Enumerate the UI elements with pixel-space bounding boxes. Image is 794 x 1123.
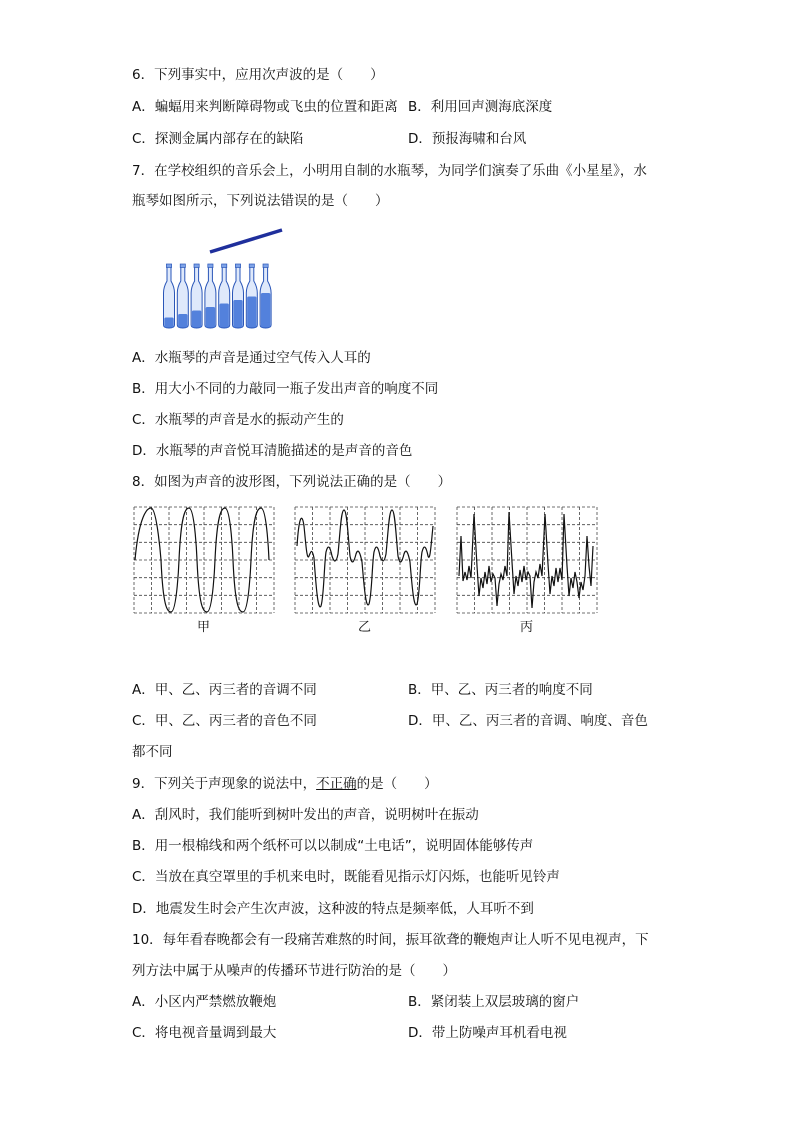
water-bottle — [191, 264, 202, 328]
q10-stem-line2: 列方法中属于从噪声的传播环节进行防治的是（ ） — [132, 963, 456, 979]
q9-stem-underlined: 不正确 — [316, 776, 357, 792]
water-bottle — [246, 264, 257, 328]
q6-option-a: A．蝙蝠用来判断障碍物或飞虫的位置和距离 — [132, 99, 398, 115]
water-bottle — [177, 264, 188, 328]
q7-option-a: A．水瓶琴的声音是通过空气传入人耳的 — [132, 350, 371, 366]
q9-stem-post: 的是（ ） — [356, 776, 438, 792]
q7-option-d: D．水瓶琴的声音悦耳清脆描述的是声音的音色 — [132, 443, 413, 459]
mallet-stick — [210, 230, 282, 252]
q10-option-a: A．小区内严禁燃放鞭炮 — [132, 994, 277, 1010]
q9-option-d: D．地震发生时会产生次声波，这种波的特点是频率低，人耳听不到 — [132, 901, 534, 917]
q8-option-b: B．甲、乙、丙三者的响度不同 — [408, 682, 593, 698]
water-bottle — [260, 264, 271, 328]
waveform-yi — [294, 506, 436, 614]
q8-option-a: A．甲、乙、丙三者的音调不同 — [132, 682, 317, 698]
q6-stem: 6．下列事实中，应用次声波的是（ ） — [132, 67, 384, 83]
q10-option-b: B．紧闭装上双层玻璃的窗户 — [408, 994, 580, 1010]
q8-option-d-continued: 都不同 — [132, 744, 173, 760]
q10-option-d: D．带上防噪声耳机看电视 — [408, 1025, 567, 1041]
water-bottle — [164, 264, 175, 328]
waveform-label-yi: 乙 — [358, 620, 372, 635]
q9-option-b: B．用一根棉线和两个纸杯可以以制成“土电话”，说明固体能够传声 — [132, 838, 534, 854]
q9-option-a: A．刮风时，我们能听到树叶发出的声音，说明树叶在振动 — [132, 807, 479, 823]
q9-option-c: C．当放在真空罩里的手机来电时，既能看见指示灯闪烁，也能听见铃声 — [132, 869, 560, 885]
q6-option-c: C．探测金属内部存在的缺陷 — [132, 131, 304, 147]
q7-stem-line2: 瓶琴如图所示，下列说法错误的是（ ） — [132, 193, 389, 209]
waveform-jia — [133, 506, 275, 614]
q7-option-c: C．水瓶琴的声音是水的振动产生的 — [132, 412, 344, 428]
q8-option-c: C．甲、乙、丙三者的音色不同 — [132, 713, 317, 729]
water-bottle — [219, 264, 230, 328]
q10-stem-line1: 10．每年看春晚都会有一段痛苦难熬的时间，振耳欲聋的鞭炮声让人听不见电视声，下 — [132, 932, 649, 948]
bottles-group — [164, 264, 272, 328]
q7-option-b: B．用大小不同的力敲同一瓶子发出声音的响度不同 — [132, 381, 439, 397]
q8-option-d: D．甲、乙、丙三者的音调、响度、音色 — [408, 713, 648, 729]
waveform-label-bing: 丙 — [520, 620, 534, 635]
waveform-bing — [456, 506, 598, 614]
q9-stem — [132, 775, 438, 793]
q8-stem: 8．如图为声音的波形图，下列说法正确的是（ ） — [132, 474, 452, 490]
water-bottle — [205, 264, 216, 328]
q7-stem-line1: 7．在学校组织的音乐会上，小明用自制的水瓶琴，为同学们演奏了乐曲《小星星》，水 — [132, 163, 647, 179]
q9-stem-pre: 9．下列关于声现象的说法中， — [132, 776, 317, 792]
waveform-label-jia: 甲 — [197, 620, 211, 635]
q6-option-d: D．预报海啸和台风 — [408, 131, 527, 147]
water-bottle-xylophone-figure — [155, 225, 290, 330]
q10-option-c: C．将电视音量调到最大 — [132, 1025, 277, 1041]
q6-option-b: B．利用回声测海底深度 — [408, 99, 553, 115]
water-bottle — [233, 264, 244, 328]
